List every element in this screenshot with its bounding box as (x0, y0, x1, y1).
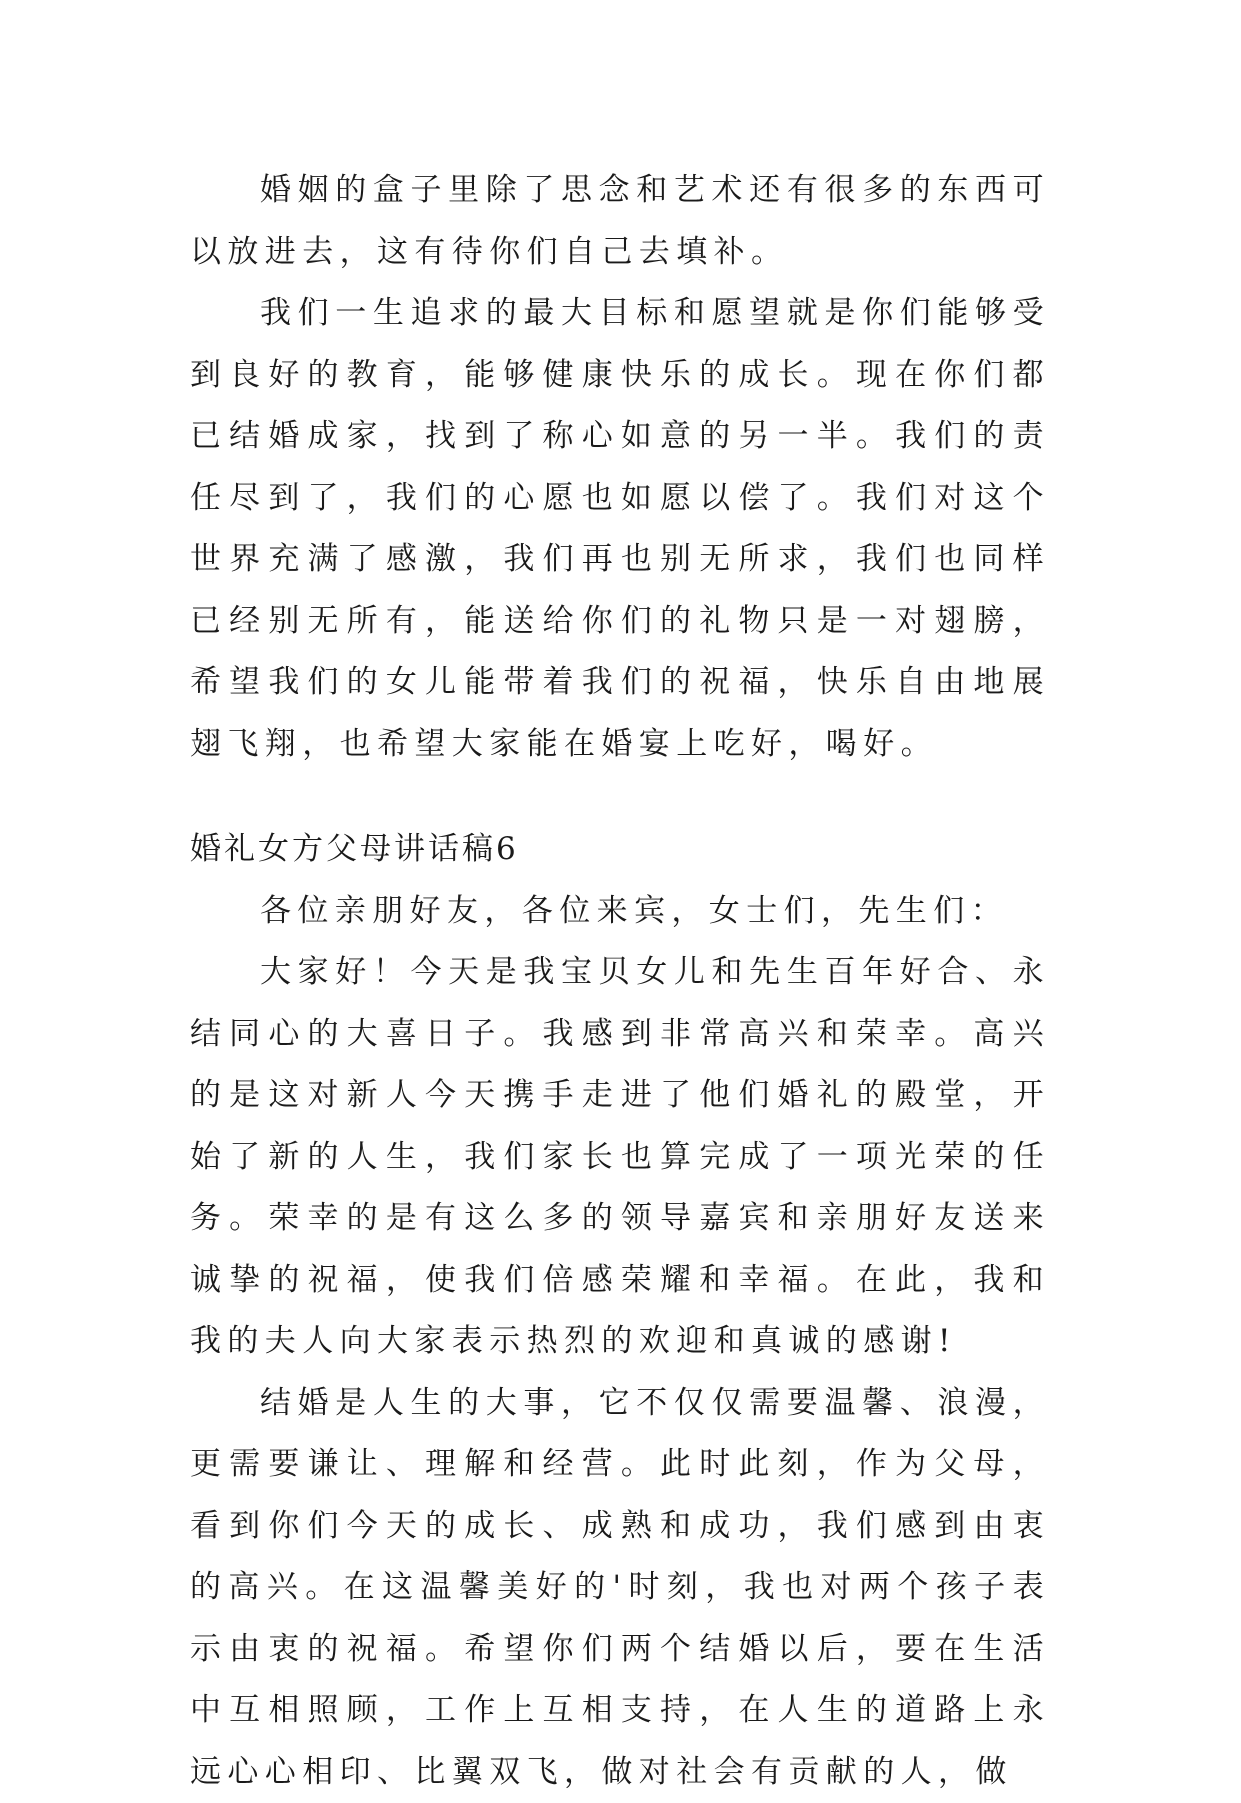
document-body (190, 160, 1050, 1803)
section-heading: 婚礼女方父母讲话稿6 (190, 819, 1050, 881)
paragraph-parents-wishes: 我们一生追求的最大目标和愿望就是你们能够受到良好的教育，能够健康快乐的成长。现在你们都已结婚成家，找到了称心如意的另一半。我们的责任尽到了，我们的心愿也如愿以偿了。我们对这个世界充满了感激，我们再也别无所求，我们也同样已经别无所有，能送给你们的礼物只是一对翅膀，希望我们的女儿能带着我们的祝福，快乐自由地展翅飞翔，也希望大家能在婚宴上吃好，喝好。 (190, 283, 1050, 775)
paragraph-salutation: 各位亲朋好友，各位来宾，女士们，先生们： (190, 881, 1050, 943)
paragraph-box-contents: 婚姻的盒子里除了思念和艺术还有很多的东西可以放进去，这有待你们自己去填补。 (190, 160, 1050, 283)
paragraph-greeting: 大家好！今天是我宝贝女儿和先生百年好合、永结同心的大喜日子。我感到非常高兴和荣幸。高兴的是这对新人今天携手走进了他们婚礼的殿堂，开始了新的人生，我们家长也算完成了一项光荣的任务。荣幸的是有这么多的领导嘉宾和亲朋好友送来诚挚的祝福，使我们倍感荣耀和幸福。在此，我和我的夫人向大家表示热烈的欢迎和真诚的感谢! (190, 942, 1050, 1373)
paragraph-marriage-advice: 结婚是人生的大事，它不仅仅需要温馨、浪漫，更需要谦让、理解和经营。此时此刻，作为父母，看到你们今天的成长、成熟和成功，我们感到由衷的高兴。在这温馨美好的'时刻，我也对两个孩子表示由衷的祝福。希望你们两个结婚以后，要在生活中互相照顾，工作上互相支持，在人生的道路上永远心心相印、比翼双飞，做对社会有贡献的人，做 (190, 1373, 1050, 1803)
